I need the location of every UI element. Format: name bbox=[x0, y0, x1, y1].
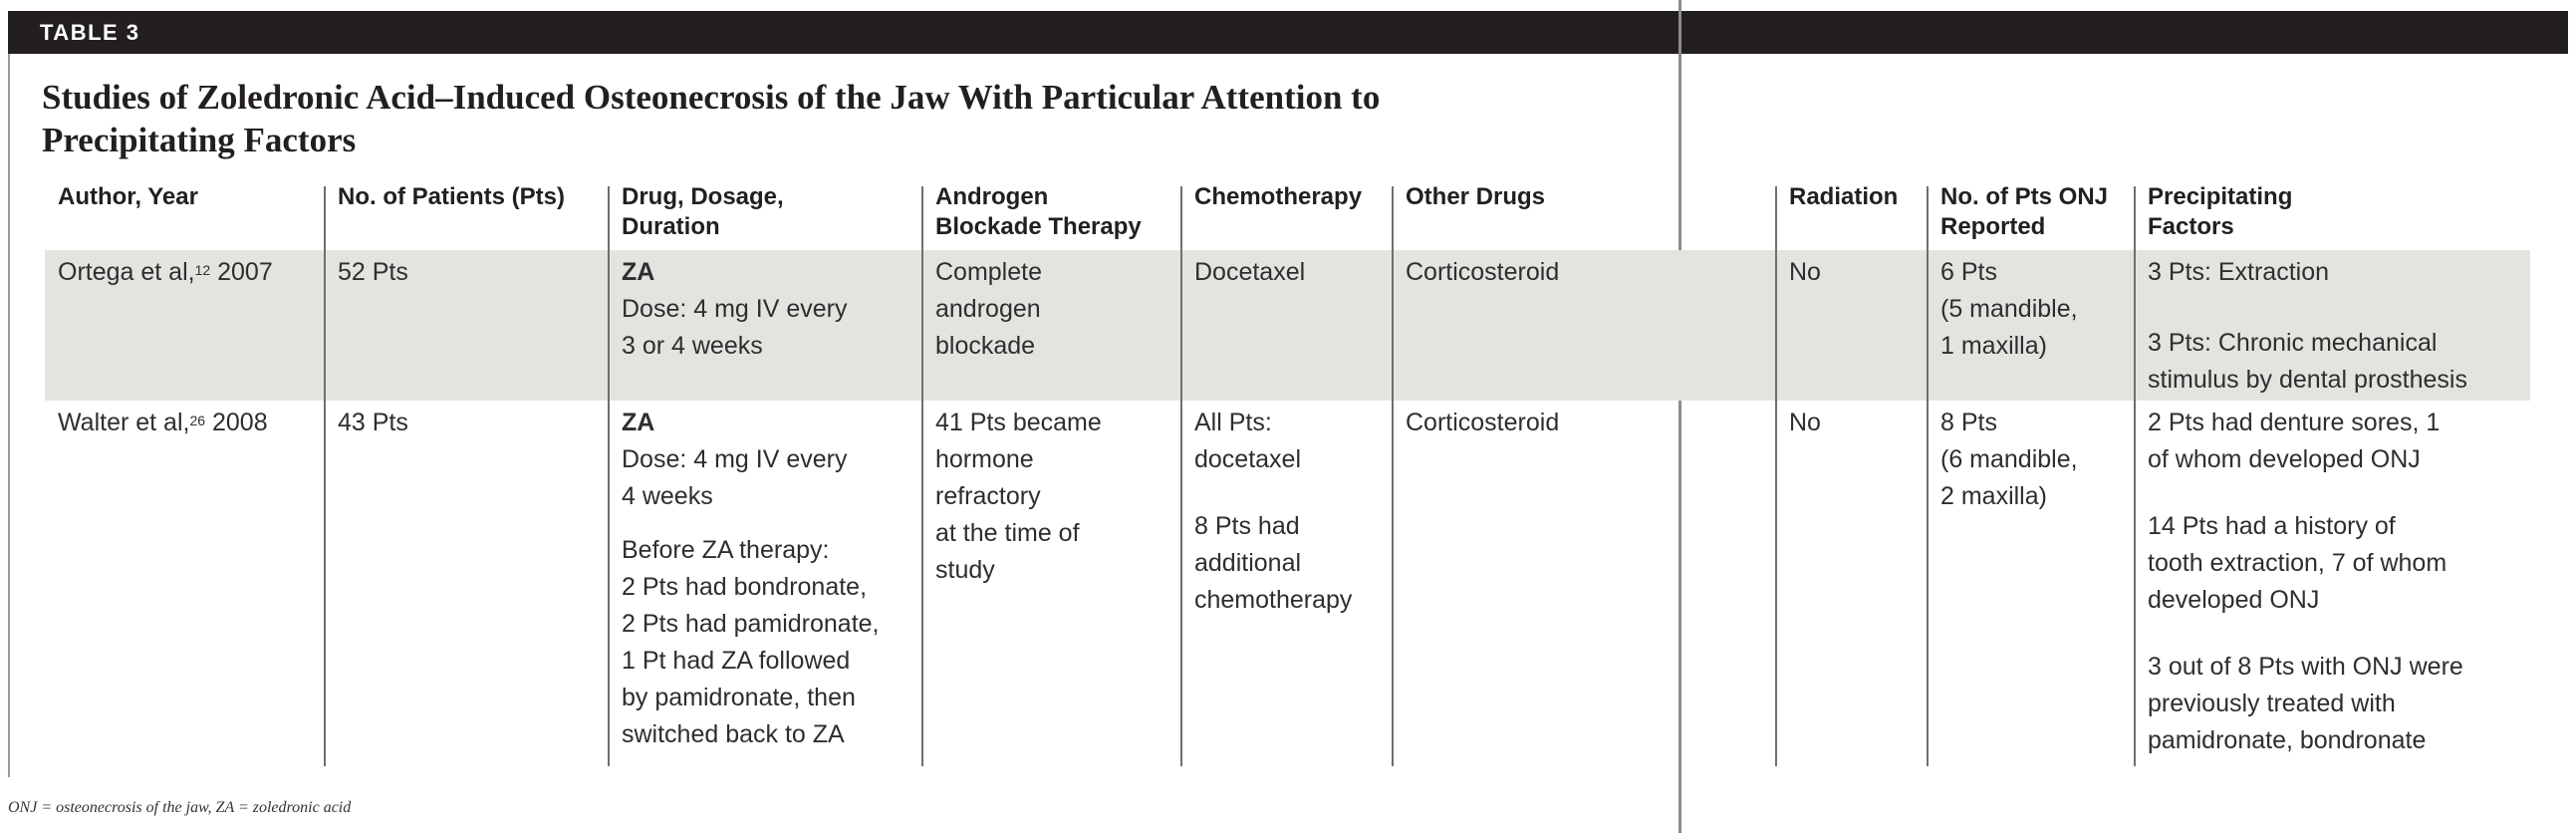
cell-radiation: No bbox=[1789, 258, 1821, 286]
header-patients: No. of Patients (Pts) bbox=[338, 183, 566, 210]
header-author: Author, Year bbox=[58, 183, 198, 210]
cell-chemotherapy: All Pts: docetaxel 8 Pts had additional chemotherapy bbox=[1194, 409, 1353, 614]
table-left-border bbox=[8, 54, 10, 777]
header-radiation: Radiation bbox=[1789, 183, 1899, 210]
table-label: TABLE 3 bbox=[40, 20, 140, 45]
cell-patients: 43 Pts bbox=[338, 409, 408, 436]
column-divider bbox=[1392, 186, 1394, 766]
column-divider bbox=[1927, 186, 1929, 766]
cell-other-drugs: Corticosteroid bbox=[1406, 258, 1560, 286]
cell-chemotherapy: Docetaxel bbox=[1194, 258, 1306, 286]
cell-drug: ZA Dose: 4 mg IV every 3 or 4 weeks bbox=[622, 258, 848, 360]
cell-precipitating-factors: 2 Pts had denture sores, 1 of whom developed ONJ 14 Pts had a history of tooth extraction, 7 of whom developed ONJ 3 out of 8 Pts with ONJ were previously treated with pamidronate, bondronate bbox=[2148, 409, 2463, 754]
cell-onj-reported: 8 Pts (6 mandible, 2 maxilla) bbox=[1940, 409, 2078, 510]
column-divider bbox=[324, 186, 326, 766]
cell-author: Walter et al,$^{26}$ 2008 bbox=[58, 409, 268, 436]
column-divider bbox=[2134, 186, 2136, 766]
column-divider bbox=[608, 186, 610, 766]
cell-drug: ZA Dose: 4 mg IV every 4 weeks Before ZA therapy: 2 Pts had bondronate, 2 Pts had pamidronate, 1 Pt had ZA followed by pamidronate, then switched back to ZA bbox=[622, 409, 880, 748]
cell-patients: 52 Pts bbox=[338, 258, 408, 286]
header-onj-reported: No. of Pts ONJ Reported bbox=[1940, 183, 2109, 240]
header-chemotherapy: Chemotherapy bbox=[1194, 183, 1363, 210]
cell-androgen: Complete androgen blockade bbox=[935, 258, 1042, 360]
table-header-bar bbox=[8, 11, 2568, 54]
column-divider bbox=[921, 186, 923, 766]
cell-other-drugs: Corticosteroid bbox=[1406, 409, 1560, 436]
cell-onj-reported: 6 Pts (5 mandible, 1 maxilla) bbox=[1940, 258, 2078, 360]
cell-radiation: No bbox=[1789, 409, 1821, 436]
header-androgen: Androgen Blockade Therapy bbox=[935, 183, 1142, 240]
header-precipitating-factors: Precipitating Factors bbox=[2148, 183, 2293, 240]
cell-precipitating-factors: 3 Pts: Extraction 3 Pts: Chronic mechanical stimulus by dental prosthesis bbox=[2148, 258, 2467, 394]
cell-androgen: 41 Pts became hormone refractory at the time of study bbox=[935, 409, 1102, 584]
column-divider bbox=[1775, 186, 1777, 766]
data-table bbox=[45, 182, 2530, 770]
table-title: Studies of Zoledronic Acid–Induced Osteonecrosis of the Jaw With Particular Attention to Precipitating Factors bbox=[42, 78, 1381, 159]
cell-author: Ortega et al,$^{12}$ 2007 bbox=[58, 258, 273, 286]
header-other-drugs: Other Drugs bbox=[1406, 183, 1546, 210]
column-divider bbox=[1180, 186, 1182, 766]
header-drug: Drug, Dosage, Duration bbox=[622, 183, 784, 240]
table-footnote: ONJ = osteonecrosis of the jaw, ZA = zoledronic acid bbox=[8, 799, 352, 816]
